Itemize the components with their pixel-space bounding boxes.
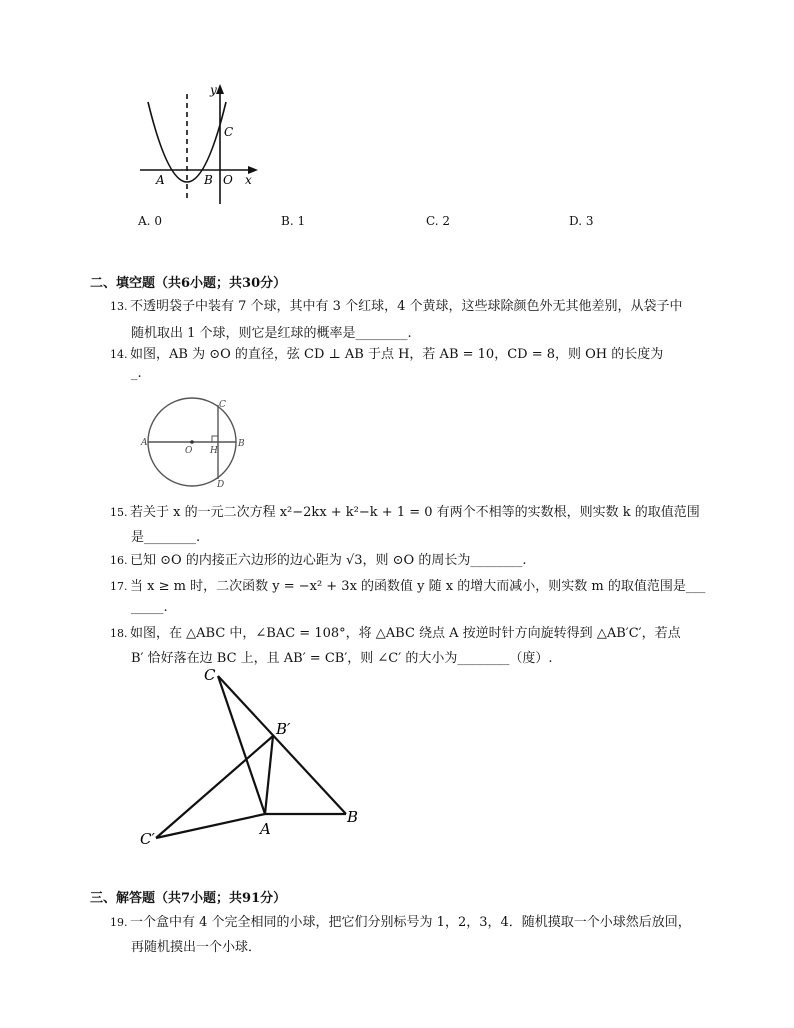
choice-value: 2 [442,214,451,228]
choice-a [138,214,162,228]
section-title-answer: 三、解答题（共7小题；共91分） [90,891,287,906]
question-19 [110,912,691,934]
question-text: 当 x ≥ m 时，二次函数 y = −x² + 3x 的函数值 y 随 x 的增大而减小，则实数 m 的取值范围是___ [130,579,706,594]
y-axis-arrow [216,84,224,94]
label-d: D [217,480,225,490]
question-13-line2: 随机取出 1 个球，则它是红球的概率是________. [131,326,412,341]
label-a: A [141,438,148,448]
question-number: 17. [110,580,128,593]
origin-label: O [223,173,233,187]
label-o: O [185,446,193,456]
label-c: C [204,666,216,684]
question-number: 15. [110,506,128,519]
label-h: H [210,446,218,456]
question-number: 14. [110,348,128,361]
question-15-line2: 是________. [131,530,201,545]
choice-value: 1 [297,214,306,228]
point-b-label: B [204,173,213,187]
question-17 [110,576,705,598]
point-a-label: A [156,173,165,187]
choice-letter: B. [281,214,294,228]
choice-letter: A. [138,214,151,228]
question-number: 19. [110,916,128,929]
label-b: B [347,808,359,826]
question-text: 若关于 x 的一元二次方程 x²−2kx + k²−k + 1 = 0 有两个不相等的实数根，则实数 k 的取值范围 [130,505,700,520]
label-c-prime: C′ [140,830,155,848]
question-18 [110,623,681,645]
choice-d [569,214,593,228]
right-angle-mark [212,436,218,442]
parabola-figure [130,80,270,210]
segment-cb [218,676,346,814]
question-number: 16. [110,554,128,567]
question-18-line2: B′ 恰好落在边 BC 上，且 AB′ = CB′，则 ∠C′ 的大小为________（度）. [131,651,553,666]
question-number: 18. [110,627,128,640]
triangle-figure [130,660,380,850]
y-label: y [210,83,217,97]
segment-ca [218,676,265,814]
question-text: 已知 ⊙O 的内接正六边形的边心距为 √3，则 ⊙O 的周长为________. [130,553,527,568]
question-15 [110,502,700,524]
center-point [190,440,194,444]
label-b: B [238,439,245,449]
point-c-label: C [224,125,234,139]
question-19-line2: 再随机摸出一个小球． [131,940,262,955]
label-c: C [219,400,226,410]
question-text: 如图，AB 为 ⊙O 的直径，弦 CD ⊥ AB 于点 H，若 AB = 10，CD = 8，则 OH 的长度为 [130,347,664,362]
label-b-prime: B′ [276,720,291,738]
question-number: 13. [110,300,128,313]
question-13 [110,296,682,318]
label-a: A [260,820,271,838]
choice-b [281,214,305,228]
question-17-line2: _____. [131,600,168,615]
choice-letter: D. [569,214,583,228]
segment-ab-prime [265,736,273,814]
question-14-line2: _. [131,366,142,381]
question-text: 一个盒中有 4 个完全相同的小球，把它们分别标号为 1，2，3，4．随机摸取一个小球然后放回， [130,915,691,930]
choice-value: 3 [585,214,594,228]
choice-c [426,214,450,228]
section-title-fill-in: 二、填空题（共6小题；共30分） [90,276,287,291]
question-text: 不透明袋子中装有 7 个球，其中有 3 个红球，4 个黄球，这些球除颜色外无其他差别，从袋子中 [130,299,683,314]
x-label: x [245,173,252,187]
choice-value: 0 [154,214,162,228]
question-16 [110,550,526,572]
choice-letter: C. [426,214,439,228]
question-14 [110,344,663,366]
question-text: 如图，在 △ABC 中，∠BAC = 108°，将 △ABC 绕点 A 按逆时针方向旋转得到 △AB′C′，若点 [130,626,681,641]
segment-c-prime-a [156,814,265,838]
circle-figure [138,394,250,490]
